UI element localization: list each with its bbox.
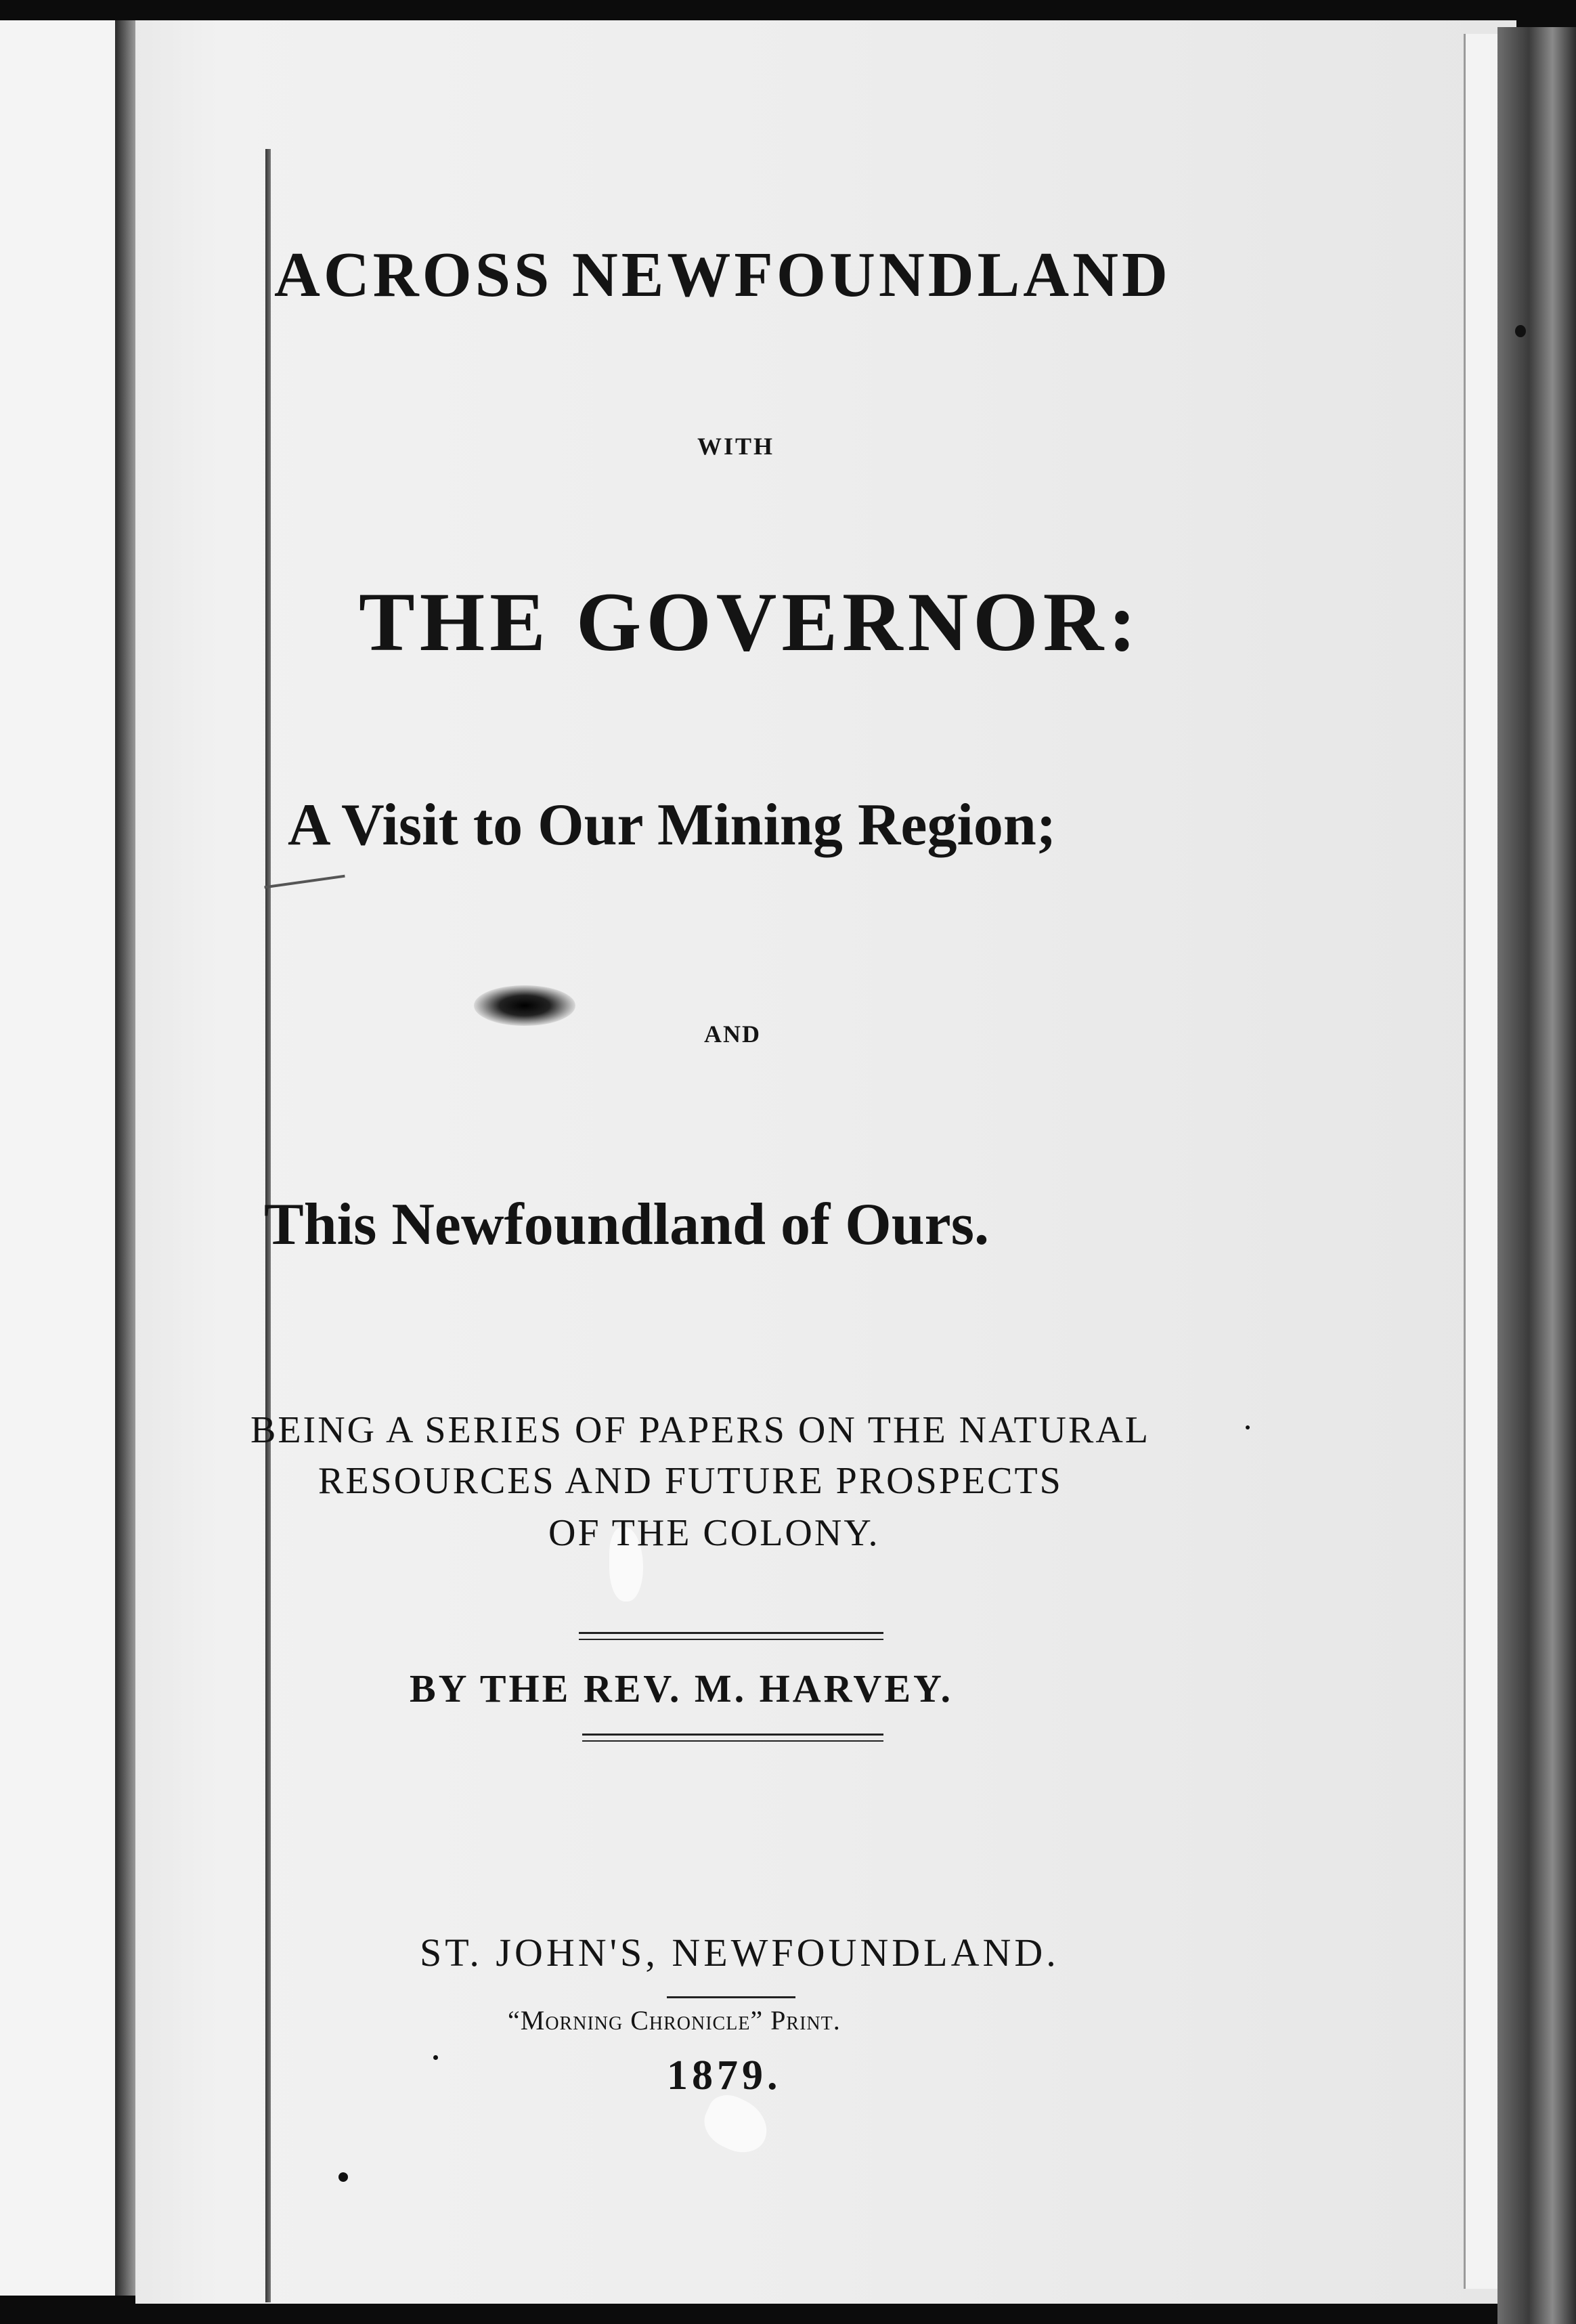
double-rule-top [579, 1639, 883, 1640]
ink-speck [338, 2172, 348, 2182]
description-line: BEING A SERIES OF PAPERS ON THE NATURAL [250, 1409, 1150, 1451]
page-edge [1464, 34, 1500, 2289]
ink-speck [433, 2055, 438, 2060]
imprint-place: ST. JOHN'S, NEWFOUNDLAND. [420, 1931, 1059, 1975]
double-rule-top [579, 1632, 883, 1634]
author-line: BY THE REV. M. HARVEY. [410, 1666, 954, 1710]
double-rule-bottom [582, 1740, 883, 1742]
book-fore-edge [1497, 27, 1576, 2324]
description-line: OF THE COLONY. [548, 1512, 880, 1554]
imprint-printer: “Morning Chronicle” Print. [508, 2005, 841, 2036]
ink-speck [1246, 1425, 1250, 1429]
gutter-shadow [115, 20, 135, 2296]
connector-with: WITH [697, 433, 775, 460]
subtitle-mining-region: A Visit to Our Mining Region; [288, 792, 1057, 858]
double-rule-bottom [582, 1734, 883, 1736]
subject-title: THE GOVERNOR: [359, 576, 1141, 668]
subtitle-newfoundland: This Newfoundland of Ours. [264, 1192, 989, 1257]
blank-facing-leaf [0, 20, 115, 2296]
imprint-year: 1879. [667, 2052, 782, 2099]
short-rule [667, 1996, 795, 1998]
ink-speck [1515, 325, 1526, 337]
connector-and: AND [704, 1020, 761, 1048]
description-line: RESOURCES AND FUTURE PROSPECTS [318, 1460, 1063, 1502]
ink-blot [474, 985, 575, 1026]
main-title: ACROSS NEWFOUNDLAND [274, 240, 1171, 310]
